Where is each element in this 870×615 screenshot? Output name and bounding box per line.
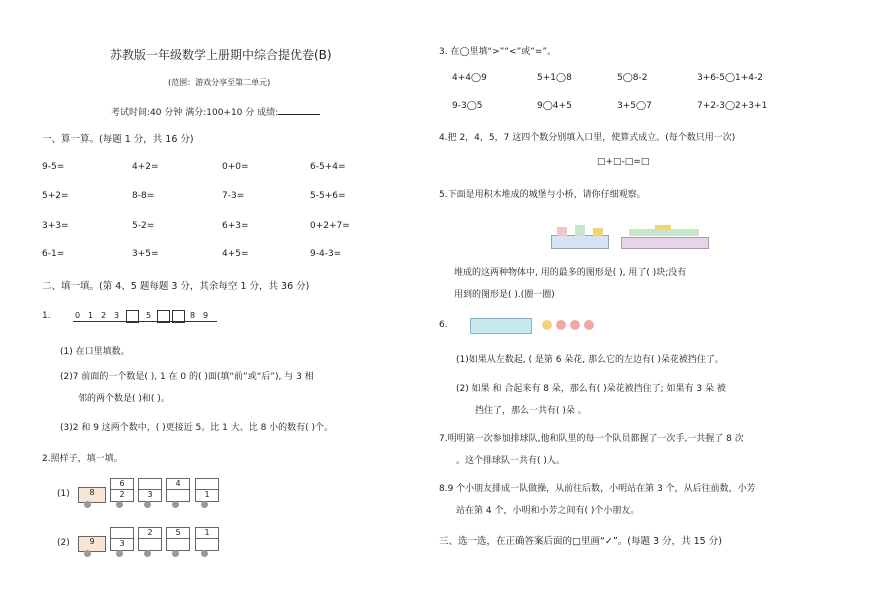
calc-item[interactable]: 0+2+7=	[310, 221, 350, 231]
wheel-icon	[116, 501, 123, 508]
tick-label: 5	[146, 311, 152, 320]
train-bottom-cell[interactable]: 2	[110, 489, 134, 502]
calc-item[interactable]: 4+2=	[132, 162, 159, 172]
compare-item[interactable]: 3+6-5◯1+4-2	[697, 73, 764, 83]
score-blank[interactable]	[278, 106, 320, 115]
q4-equation[interactable]: □+□-□=□	[597, 157, 650, 167]
compare-item[interactable]: 5+1◯8	[537, 73, 572, 83]
calc-item[interactable]: 3+3=	[42, 221, 69, 231]
compare-item[interactable]: 5◯8-2	[617, 73, 648, 83]
tick-label: 9	[203, 311, 209, 320]
train-bottom-cell[interactable]	[166, 538, 190, 551]
q1-1: (1) 在口里填数。	[60, 347, 130, 357]
calc-item[interactable]: 9-5=	[42, 162, 65, 172]
tick-label: 8	[190, 311, 196, 320]
q6-label: 6.	[439, 320, 448, 330]
q7-line-b: 。这个排球队一共有( )人。	[456, 456, 565, 466]
q6-1: (1)如果从左数起, ( 是第 6 朵花, 那么它的左边有( )朵花被挡住了。	[456, 355, 724, 365]
train-engine: 9	[78, 536, 106, 552]
q4-heading: 4.把 2，4，5，7 这四个数分别填入口里，使算式成立。(每个数只用一次)	[439, 133, 736, 143]
calc-item[interactable]: 6-1=	[42, 249, 65, 259]
answer-box[interactable]	[157, 310, 170, 323]
calc-item[interactable]: 5-2=	[132, 221, 155, 231]
flower-icon	[542, 320, 552, 330]
train-bottom-cell[interactable]	[195, 538, 219, 551]
scope-note: (范围：游戏分享至第二单元)	[168, 78, 271, 87]
wheel-icon	[201, 550, 208, 557]
number-line	[73, 313, 217, 327]
flower-icon	[570, 320, 580, 330]
section2-heading: 二、填一填。(第 4、5 题每题 3 分，其余每空 1 分，共 36 分)	[42, 281, 310, 292]
train-bottom-cell[interactable]: 3	[110, 538, 134, 551]
calc-item[interactable]: 3+5=	[132, 249, 159, 259]
section3-heading: 三、选一选，在正确答案后面的□里画“✓”。(每题 3 分，共 15 分)	[439, 536, 722, 547]
wheel-icon	[172, 501, 179, 508]
train-bottom-cell[interactable]	[138, 538, 162, 551]
compare-item[interactable]: 3+5◯7	[617, 101, 652, 111]
calc-item[interactable]: 6+3=	[222, 221, 249, 231]
q5-line-a: 堆成的这两种物体中, 用的最多的图形是( ), 用了( )块;没有	[454, 268, 687, 278]
tick-label: 2	[101, 311, 107, 320]
flower-icon	[556, 320, 566, 330]
castle-blocks-image	[551, 225, 607, 247]
compare-item[interactable]: 4+4◯9	[452, 73, 487, 83]
wheel-icon	[116, 550, 123, 557]
compare-item[interactable]: 7+2-3◯2+3+1	[697, 101, 768, 111]
train-top-cell[interactable]: 1	[195, 527, 219, 539]
exam-meta	[111, 105, 320, 118]
answer-box[interactable]	[172, 310, 185, 323]
train-engine: 8	[78, 487, 106, 503]
wheel-icon	[84, 501, 91, 508]
calc-item[interactable]: 8-8=	[132, 191, 155, 201]
calc-item[interactable]: 6-5+4=	[310, 162, 346, 172]
q8-line-b: 站在第 4 个，小明和小芳之间有( )个小朋友。	[456, 506, 640, 516]
train-top-cell[interactable]: 4	[166, 478, 190, 490]
tick-label: 3	[114, 311, 120, 320]
q1-2a: (2)7 前面的一个数是( ), 1 在 0 的( )面(填“前”或“后”), 与 3 相	[60, 372, 314, 382]
q6-2b: 挡住了，那么一共有( )朵 。	[475, 406, 587, 416]
train-bottom-cell[interactable]	[166, 489, 190, 502]
q1-label: 1.	[42, 311, 51, 321]
tick-label: 1	[88, 311, 94, 320]
compare-item[interactable]: 9-3◯5	[452, 101, 483, 111]
calc-item[interactable]: 5+2=	[42, 191, 69, 201]
calc-item[interactable]: 4+5=	[222, 249, 249, 259]
calc-item[interactable]: 9-4-3=	[310, 249, 342, 259]
calc-item[interactable]: 7-3=	[222, 191, 245, 201]
tick-label: 0	[75, 311, 81, 320]
q1-2b: 邻的两个数是( )和( )。	[78, 394, 170, 404]
q5-line-b: 用到的图形是( ).(圈一圈)	[454, 290, 555, 300]
q7-line-a: 7.明明第一次参加排球队,他和队里的每一个队员都握了一次手,一共握了 8 次	[439, 434, 744, 444]
wheel-icon	[144, 550, 151, 557]
q5-heading: 5.下面是用积木堆成的城堡与小桥，请你仔细观察。	[439, 190, 646, 200]
page-title: 苏教版一年级数学上册期中综合提优卷(B)	[110, 48, 332, 62]
answer-box[interactable]	[126, 310, 139, 323]
compare-item[interactable]: 9◯4+5	[537, 101, 572, 111]
wheel-icon	[201, 501, 208, 508]
train1-label: (1)	[57, 489, 70, 499]
train-top-cell[interactable]: 2	[138, 527, 162, 539]
exam-meta-text: 考试时间:40 分钟 满分:100+10 分 成绩:	[111, 108, 279, 118]
flower-icon	[584, 320, 594, 330]
q3-heading: 3. 在◯里填“>”“<”或“=”。	[439, 47, 557, 57]
ribbon-image	[470, 318, 532, 334]
q6-2a: (2) 如果 和 合起来有 8 朵，那么有( )朵花被挡住了; 如果有 3 朵 被	[456, 384, 726, 394]
wheel-icon	[172, 550, 179, 557]
q8-line-a: 8.9 个小朋友排成一队做操，从前往后数，小明站在第 3 个，从后往前数，小芳	[439, 484, 756, 494]
train2-label: (2)	[57, 538, 70, 548]
train-top-cell[interactable]: 5	[166, 527, 190, 539]
calc-item[interactable]: 0+0=	[222, 162, 249, 172]
wheel-icon	[84, 550, 91, 557]
calc-item[interactable]: 5-5+6=	[310, 191, 346, 201]
section1-heading: 一、算一算。(每题 1 分，共 16 分)	[42, 134, 194, 145]
q1-3: (3)2 和 9 这两个数中，( )更接近 5。比 1 大、比 8 小的数有( )个。	[60, 423, 334, 433]
bridge-blocks-image	[621, 225, 707, 247]
q2-heading: 2.照样子，填一填。	[42, 454, 123, 464]
train-bottom-cell[interactable]: 1	[195, 489, 219, 502]
wheel-icon	[144, 501, 151, 508]
train-top-cell[interactable]: 6	[110, 478, 134, 490]
train-bottom-cell[interactable]: 3	[138, 489, 162, 502]
